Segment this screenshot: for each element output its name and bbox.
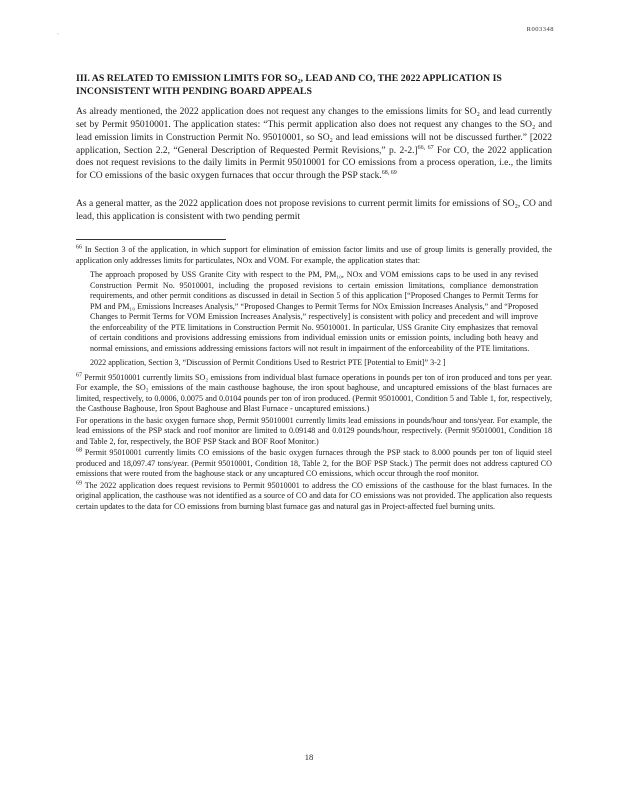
footnote-67-number: 67	[76, 372, 82, 379]
footnote-69-text: The 2022 application does request revisions to Permit 95010001 to address the CO emissions of the casthouse for the blast furnaces. In the original application, the casthouse was not identified as a source of CO and data for CO emissions was not provided. The application also requests certain updates to the data for CO emissions from burning blast furnace gas and natural gas in Project-affected fuel burning units.	[76, 480, 552, 511]
paragraph-2: As a general matter, as the 2022 application does not propose revisions to current permit limits for emissions of SO₂, CO and lead, this application is consistent with two pending permit	[76, 199, 552, 223]
footnote-ref-68-69[interactable]: 68, 69	[381, 170, 397, 177]
footnote-68	[76, 448, 552, 480]
footnote-67-continued: For operations in the basic oxygen furnace shop, Permit 95010001 currently limits lead emissions in pounds/hour and tons/year. For example, the lead emissions of the PSP stack and roof monitor are limited to 0.09148 and 0.0129 pounds/hour, respectively. (Permit 95010001, Condition 18 and Table 2, for, respectively, the BOF PSP Stack and BOF Roof Monitor.)	[76, 415, 552, 446]
scan-mark: `	[57, 34, 59, 40]
footnote-67-text: Permit 95010001 currently limits SO₂ emissions from individual blast furnace operations in pounds per ton of iron produced and tons per year. For example, the SO₂ emissions of the main casthouse baghouse, the iron spout baghouse, and uncaptured emissions of the blast furnaces are limited, respectively, to 0.0006, 0.0075 and 0.0104 pounds per ton of iron produced. (Permit 95010001, Condition 5 and Table 1, for, respectively, the Casthouse Baghouse, Iron Spout Baghouse and Blast Furnace - uncaptured emissions.)	[76, 372, 552, 414]
paragraph-1-text: As already mentioned, the 2022 application does not request any changes to the emissions limits for SO₂ and lead currently set by Permit 95010001. The application states: “This permit application also does not request any changes to the SO₂ and lead emission limits in Construction Permit No. 95010001, so SO₂ and lead emissions will not be discussed further.” [2022 application, Section 2.2, “General Description of Requested Permit Revisions,” p. 2-2.]	[76, 106, 552, 156]
footnote-69-number: 69	[76, 480, 82, 487]
footnote-68-text: Permit 95010001 currently limits CO emissions of the basic oxygen furnaces through the PSP stack to 8.000 pounds per ton of liquid steel produced and 18,097.47 tons/year. (Permit 95010001, Condition 18, Table 2, for the BOF PSP Stack.) The permit does not address captured CO emissions that were routed from the baghouse stack or any uncaptured CO emissions, which occur through the roof monitor.	[76, 448, 552, 479]
bates-number: R003348	[526, 26, 554, 33]
page-content	[76, 73, 552, 513]
section-heading: III. AS RELATED TO EMISSION LIMITS FOR SO₂, LEAD AND CO, THE 2022 APPLICATION IS INCONSISTENT WITH PENDING BOARD APPEALS	[76, 73, 502, 97]
paragraph-1	[76, 106, 552, 183]
footnote-66-citation: 2022 application, Section 3, “Discussion of Permit Conditions Used to Restrict PTE [Potential to Emit]” 3-2 ]	[90, 358, 446, 368]
footnote-68-number: 68	[76, 447, 82, 454]
footnote-66-text: In Section 3 of the application, in which support for elimination of emission factor limits and use of group limits is generally provided, the application only addresses limits for particulates, NOx and VOM. For example, the application states that:	[76, 245, 552, 265]
footnote-69	[76, 481, 552, 513]
paragraph-1-text-cont: For CO, the 2022 application does not request revisions to the daily limits in Permit 95010001 for CO emissions from a process operation, i.e., the limits for CO emissions of the basic oxygen furnaces that occur through the PSP stack.	[76, 145, 552, 182]
page-number: 18	[304, 752, 314, 762]
footnote-66-blockquote: The approach proposed by USS Granite City with respect to the PM, PM₁₀, NOx and VOM emissions caps to be used in any revised Construction Permit No. 95010001, including the proposed revisions to certain emission limitations, compliance demonstration requirements, and other permit conditions as discussed in detail in Section 5 of this application [“Proposed Changes to Permit Terms for PM and PM₁₀ Emissions Increases Analysis,” “Proposed Changes to Permit Terms for NOx Emission Increases Analysis,” and “Proposed Changes to Permit Terms for VOM Emission Increases Analysis,” respectively] is consistent with policy and precedent and will improve the enforceability of the PTE limitations in Construction Permit No. 95010001. In particular, USS Granite City emphasizes that removal of certain conditions and provisions addressing emissions from individual emission units or emission points, including both heavy and normal emissions, and emissions addressing emissions factors will not result in impairment of the enforceability of the PTE limitations.	[90, 270, 538, 353]
footnote-divider	[76, 239, 226, 240]
footnote-66	[76, 245, 552, 266]
footnote-67	[76, 373, 552, 415]
footnote-ref-66-67[interactable]: 66, 67	[417, 144, 434, 151]
footnote-66-number: 66	[76, 244, 82, 251]
